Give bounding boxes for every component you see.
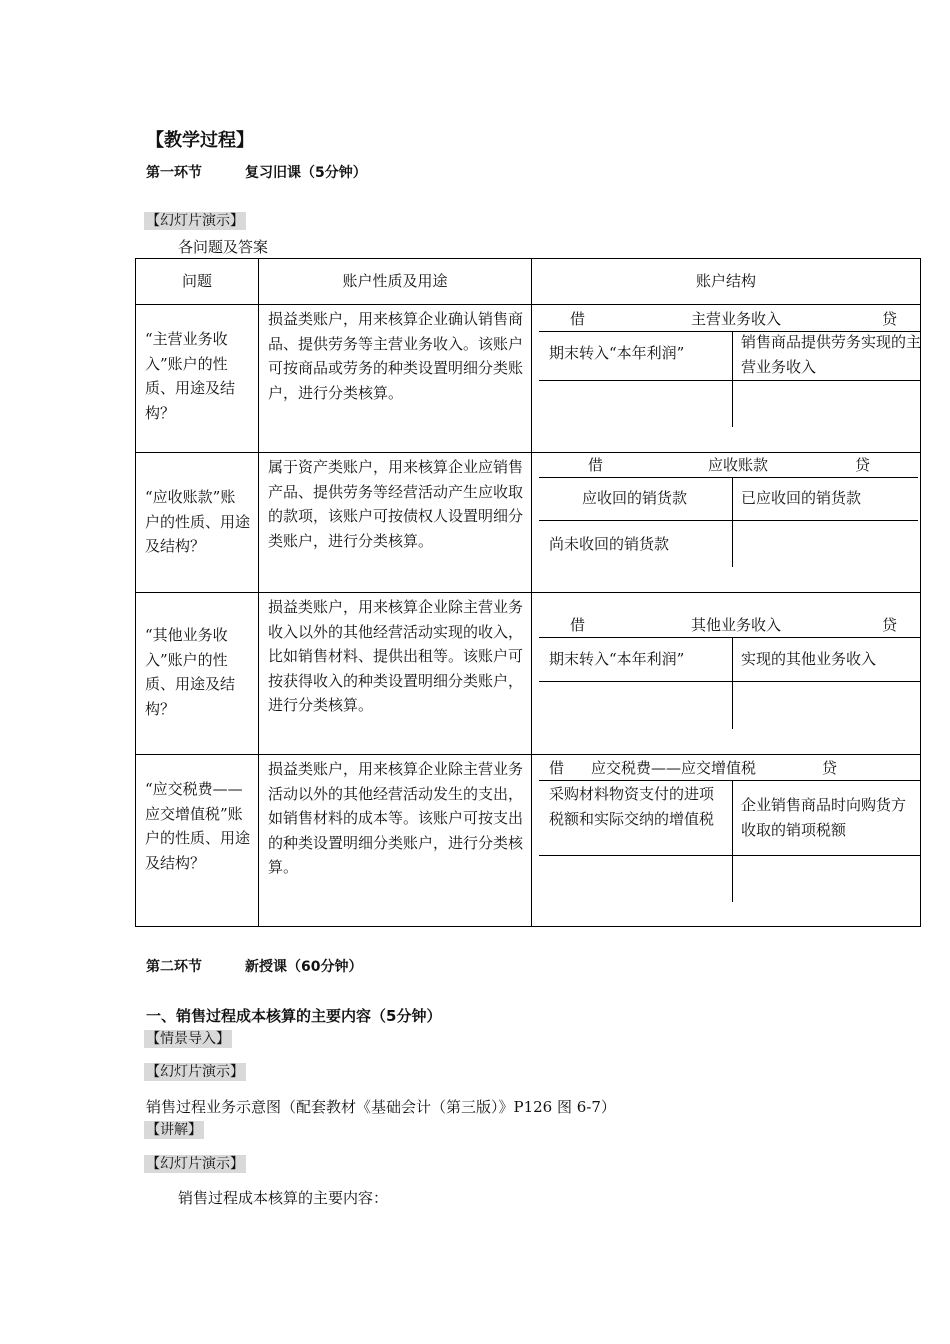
t-right: 已应收回的销货款 bbox=[741, 489, 862, 507]
t-divider bbox=[732, 780, 733, 902]
t-account bbox=[532, 593, 921, 755]
slide-tag: 【幻灯片演示】 bbox=[146, 213, 244, 229]
t-right: 实现的其他业务收入 bbox=[741, 650, 877, 668]
question-cell: “应收账款”账户的性质、用途及结构？ bbox=[136, 453, 259, 593]
t-right: 销售商品提供劳务实现的主营业务收入 bbox=[741, 333, 922, 376]
header-description: 账户性质及用途 bbox=[259, 259, 532, 305]
t-balance-line bbox=[539, 520, 918, 521]
question-cell: “主营业务收入”账户的性质、用途及结构？ bbox=[136, 305, 259, 453]
t-credit: 贷 bbox=[882, 616, 898, 634]
section2-label: 第二环节 bbox=[146, 959, 202, 975]
section1-title: 复习旧课（5分钟） bbox=[245, 165, 367, 181]
t-left: 期末转入“本年利润” bbox=[549, 344, 685, 362]
t-top-line bbox=[539, 637, 920, 638]
intro-text: 各问题及答案 bbox=[178, 238, 269, 256]
t-credit: 贷 bbox=[882, 310, 898, 328]
scene-tag: 【情景导入】 bbox=[146, 1031, 230, 1047]
lecture-tag: 【讲解】 bbox=[146, 1122, 202, 1138]
t-account bbox=[532, 305, 921, 453]
description-cell: 损益类账户，用来核算企业除主营业务活动以外的其他经营活动发生的支出，如销售材料的成本等。该账户可按支出的种类设置明细分类账户，进行分类核算。 bbox=[259, 755, 532, 927]
slide-tag: 【幻灯片演示】 bbox=[146, 1064, 244, 1080]
t-left-bottom: 尚未收回的销货款 bbox=[549, 535, 670, 553]
t-left: 期末转入“本年利润” bbox=[549, 650, 685, 668]
t-right: 企业销售商品时向购货方收取的销项税额 bbox=[741, 796, 907, 839]
t-debit: 借 bbox=[549, 759, 565, 777]
t-account bbox=[532, 453, 921, 593]
t-left: 应收回的销货款 bbox=[582, 489, 688, 507]
t-divider bbox=[732, 331, 733, 427]
section2-subtitle: 一、销售过程成本核算的主要内容（5分钟） bbox=[146, 1007, 442, 1025]
t-left: 采购材料物资支付的进项税额和实际交纳的增值税 bbox=[549, 785, 715, 828]
question-cell: “其他业务收入”账户的性质、用途及结构？ bbox=[136, 593, 259, 755]
header-question: 问题 bbox=[136, 259, 259, 305]
diagram-reference: 销售过程业务示意图（配套教材《基础会计（第三版）》P126 图 6-7） bbox=[146, 1098, 616, 1116]
t-balance-line bbox=[539, 855, 920, 856]
t-debit: 借 bbox=[570, 310, 586, 328]
t-name: 应收账款 bbox=[708, 456, 769, 474]
content-intro: 销售过程成本核算的主要内容： bbox=[178, 1189, 389, 1207]
t-divider bbox=[732, 477, 733, 567]
t-divider bbox=[732, 637, 733, 729]
t-balance-line bbox=[539, 681, 920, 682]
section2-title: 新授课（60分钟） bbox=[245, 959, 363, 975]
description-cell: 损益类账户，用来核算企业除主营业务收入以外的其他经营活动实现的收入，比如销售材料、提供出租等。该账户可按获得收入的种类设置明细分类账户，进行分类核算。 bbox=[259, 593, 532, 755]
review-table bbox=[135, 258, 921, 927]
page-heading: 【教学过程】 bbox=[146, 130, 254, 151]
t-name: 其他业务收入 bbox=[691, 616, 782, 634]
header-structure: 账户结构 bbox=[532, 259, 921, 305]
description-cell: 损益类账户，用来核算企业确认销售商品、提供劳务等主营业务收入。该账户可按商品或劳务的种类设置明细分类账户，进行分类核算。 bbox=[259, 305, 532, 453]
t-credit: 贷 bbox=[855, 456, 871, 474]
slide-tag: 【幻灯片演示】 bbox=[146, 1156, 244, 1172]
t-top-line bbox=[539, 780, 920, 781]
description-cell: 属于资产类账户，用来核算企业应销售产品、提供劳务等经营活动产生应收取的款项，该账户可按债权人设置明细分类账户，进行分类核算。 bbox=[259, 453, 532, 593]
section1-label: 第一环节 bbox=[146, 165, 202, 181]
t-balance-line bbox=[539, 380, 920, 381]
t-credit: 贷 bbox=[822, 759, 838, 777]
t-name: 主营业务收入 bbox=[691, 310, 782, 328]
t-debit: 借 bbox=[570, 616, 586, 634]
t-account bbox=[532, 755, 921, 927]
t-name: 应交税费——应交增值税 bbox=[591, 759, 757, 777]
t-debit: 借 bbox=[588, 456, 604, 474]
question-cell: “应交税费——应交增值税”账户的性质、用途及结构？ bbox=[136, 755, 259, 927]
t-top-line bbox=[539, 477, 918, 478]
